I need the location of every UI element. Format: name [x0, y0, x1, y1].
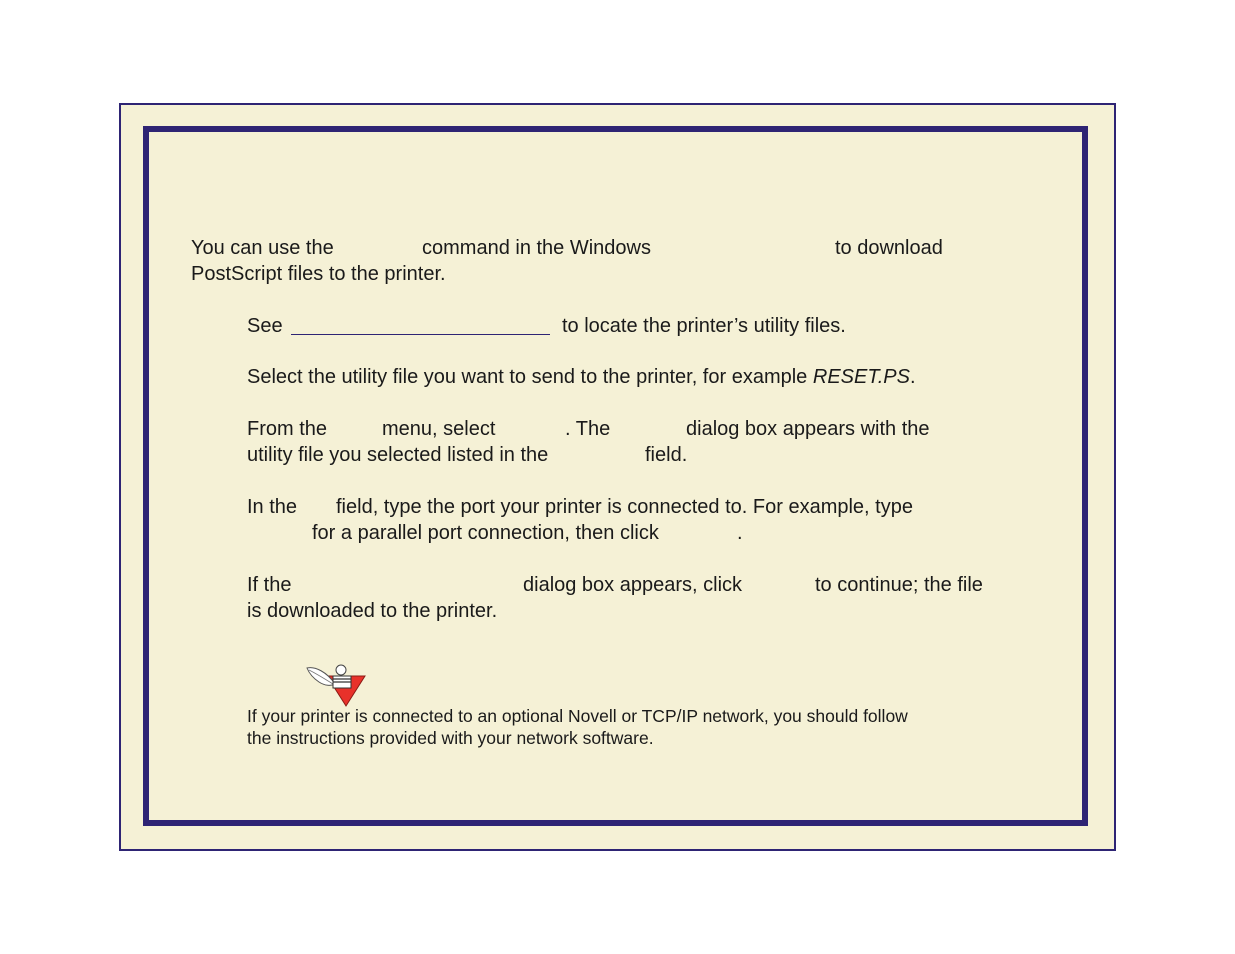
step3-line2-b: field.	[645, 444, 688, 466]
step3-text-b: menu, select	[382, 418, 496, 440]
note-line2: the instructions provided with your network software.	[247, 728, 654, 748]
note-quill-icon	[305, 664, 367, 708]
step4-line2-b: .	[737, 522, 743, 544]
step3-text-c: . The	[565, 418, 611, 440]
step5-line2: is downloaded to the printer.	[247, 600, 498, 622]
step2-body: Select the utility file you want to send to the printer, for example	[247, 366, 808, 388]
step3-text-a: From the	[247, 418, 328, 440]
step2-filename: RESET.PS	[812, 366, 910, 388]
step2-text	[247, 364, 916, 390]
step3-line2-a: utility file you selected listed in the	[247, 444, 549, 466]
step1-suffix: to locate the printer’s utility files.	[562, 315, 846, 337]
step2-end: .	[909, 366, 916, 388]
step4-text-a: In the	[247, 496, 298, 518]
step5-text-c: to continue; the file	[815, 574, 983, 596]
step5-text-b: dialog box appears, click	[523, 574, 743, 596]
step5-text-a: If the	[247, 574, 292, 596]
note-line1: If your printer is connected to an optional Novell or TCP/IP network, you should follow	[247, 706, 908, 726]
step1-prefix: See	[247, 315, 283, 337]
step4-text-b: field, type the port your printer is connected to. For example, type	[336, 496, 913, 518]
intro-text-a: You can use the	[191, 237, 334, 259]
step4-line2-a: for a parallel port connection, then click	[312, 522, 659, 544]
intro-text-line2: PostScript files to the printer.	[191, 263, 446, 285]
intro-text-b: command in the Windows	[422, 237, 651, 259]
cross-reference-link[interactable]	[291, 334, 550, 335]
step3-text-d: dialog box appears with the	[686, 418, 930, 440]
intro-text-c: to download	[835, 237, 943, 259]
